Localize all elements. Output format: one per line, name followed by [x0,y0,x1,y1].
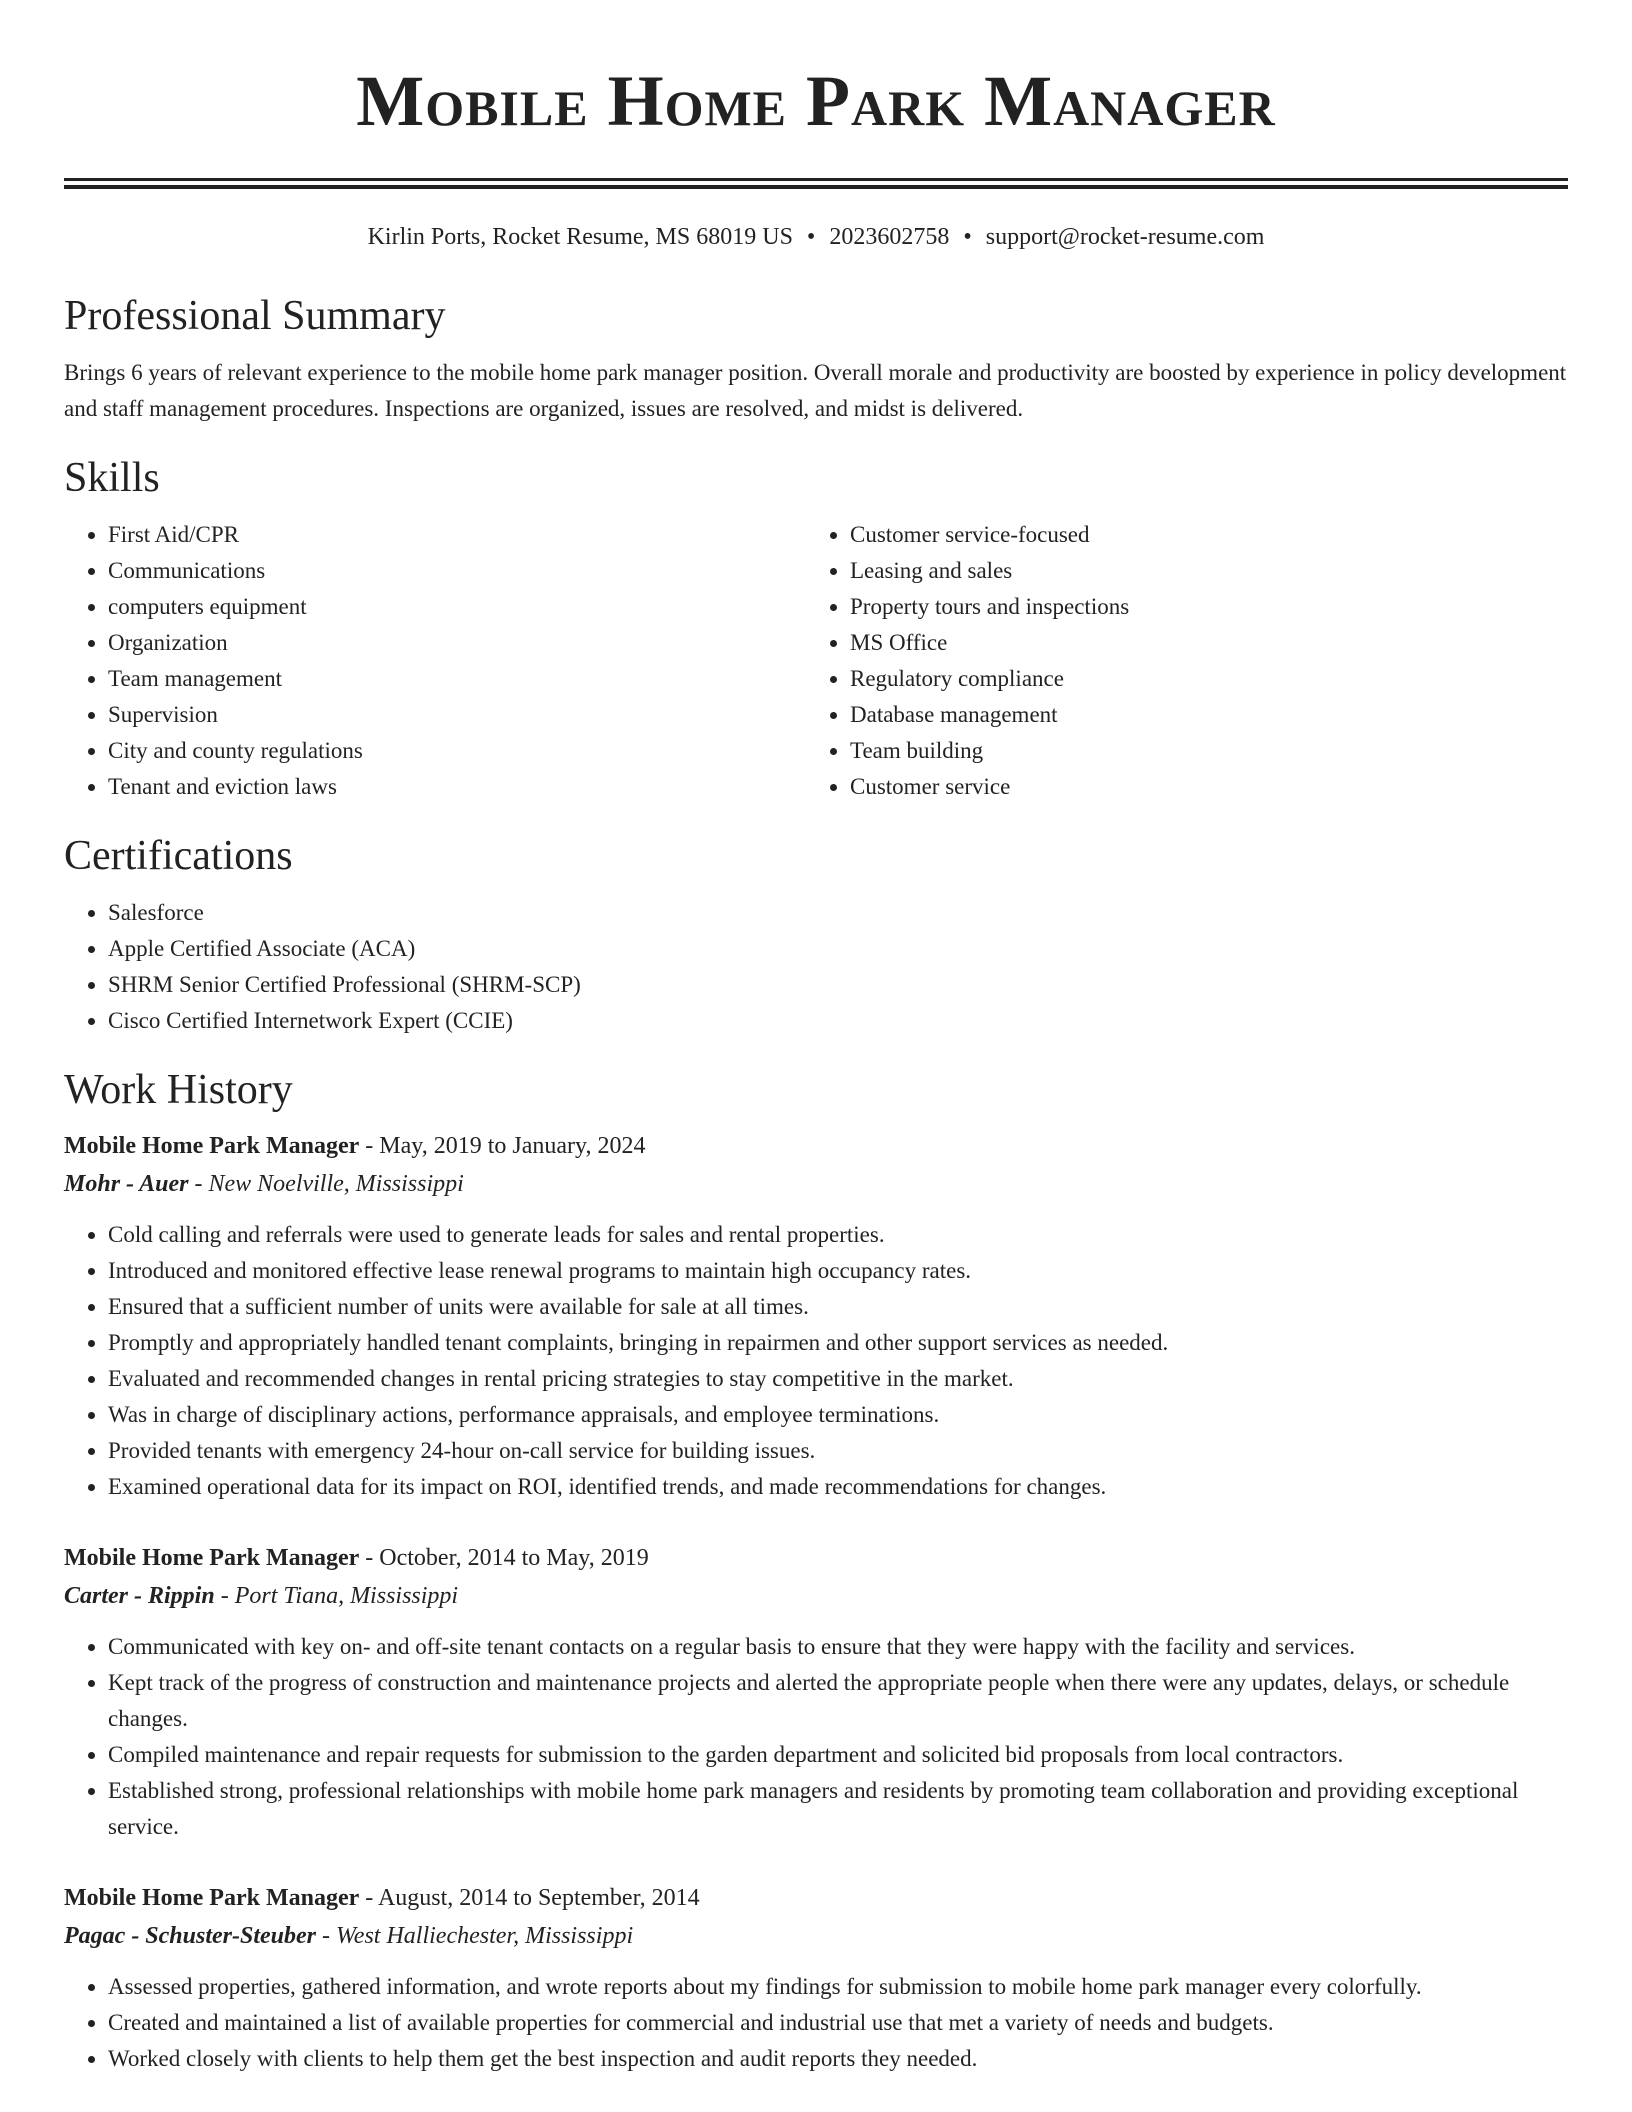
contact-separator: • [806,224,816,250]
job-title: Mobile Home Park Manager [64,1885,360,1911]
job-title-line [64,1879,1568,1917]
job-location: West Halliechester, Mississippi [336,1923,634,1949]
skill-item: • Customer service [850,769,1548,805]
job-title: Mobile Home Park Manager [64,1545,360,1571]
certification-item: • SHRM Senior Certified Professional (SHRM-SCP) [108,967,1568,1003]
skill-item: • Regulatory compliance [850,661,1548,697]
job-title-line [64,1127,1568,1165]
job-bullet: • Introduced and monitored effective lease renewal programs to maintain high occupancy rates. [108,1253,1568,1289]
job-title: Mobile Home Park Manager [64,1133,360,1159]
job-dates: May, 2019 to January, 2024 [379,1133,646,1159]
job-dash: - [359,1885,378,1911]
skill-item: • Team management [108,661,806,697]
skills-list-left [64,517,806,805]
job-bullet: • Communicated with key on- and off-site tenant contacts on a regular basis to ensure that they were happy with the facility and services. [108,1629,1568,1665]
skills-heading: Skills [64,455,160,501]
certifications-heading: Certifications [64,833,293,879]
job-company: Pagac - Schuster-Steuber [64,1923,316,1949]
job-dash: - [359,1545,380,1571]
contact-line [64,221,1568,253]
summary-heading: Professional Summary [64,293,446,339]
job-location: New Noelville, Mississippi [208,1171,464,1197]
job-company-line [64,1577,1568,1615]
job-dash: - [214,1583,235,1609]
job-bullets [64,1217,1568,1505]
certification-item: • Cisco Certified Internetwork Expert (CCIE) [108,1003,1568,1039]
job-location: Port Tiana, Mississippi [234,1583,459,1609]
job-bullet: • Worked closely with clients to help them get the best inspection and audit reports they needed. [108,2041,1568,2077]
skill-item: • Property tours and inspections [850,589,1548,625]
header-divider [64,178,1568,189]
job-bullet: • Examined operational data for its impact on ROI, identified trends, and made recommendations for changes. [108,1469,1568,1505]
summary-text: Brings 6 years of relevant experience to the mobile home park manager position. Overall morale and productivity are boosted by experience in policy development and staff management procedures. Inspections are organized, issues are resolved, and midst is delivered. [64,360,1567,421]
job-bullet: • Promptly and appropriately handled tenant complaints, bringing in repairmen and other support services as needed. [108,1325,1568,1361]
skill-item: • First Aid/CPR [108,517,806,553]
job-bullets [64,1969,1568,2077]
job-bullet: • Compiled maintenance and repair requests for submission to the garden department and solicited bid proposals from local contractors. [108,1737,1568,1773]
job-dash: - [359,1133,380,1159]
job-company: Mohr - Auer [64,1171,189,1197]
contact-separator: • [963,224,972,250]
job-bullet: • Created and maintained a list of available properties for commercial and industrial use that met a variety of needs and budgets. [108,2005,1568,2041]
skill-item: • Database management [850,697,1548,733]
skill-item: • Team building [850,733,1548,769]
skill-item: • Communications [108,553,806,589]
job-bullet: • Assessed properties, gathered information, and wrote reports about my findings for submission to mobile home park manager every colorfully. [108,1969,1568,2005]
skills-column-right [806,517,1548,805]
skills-list-right [806,517,1548,805]
job-entry [64,1539,1568,1845]
work-history-heading: Work History [64,1067,293,1113]
skill-item: • Supervision [108,697,806,733]
skill-item: • computers equipment [108,589,806,625]
job-entry [64,1127,1568,1505]
job-company-line [64,1917,1568,1955]
contact-address: Kirlin Ports, Rocket Resume, MS 68019 US [367,224,793,250]
certifications-list [64,895,1568,1039]
skill-item: • Customer service-focused [850,517,1548,553]
job-entry [64,1879,1568,2077]
job-bullet: • Provided tenants with emergency 24-hour on-call service for building issues. [108,1433,1568,1469]
job-bullet: • Evaluated and recommended changes in rental pricing strategies to stay competitive in the market. [108,1361,1568,1397]
job-dash: - [316,1923,336,1949]
contact-email: support@rocket-resume.com [985,224,1265,250]
job-bullet: • Established strong, professional relationships with mobile home park managers and residents by promoting team collaboration and providing exceptional service. [108,1773,1568,1845]
job-company: Carter - Rippin [64,1583,215,1609]
job-bullet: • Kept track of the progress of construction and maintenance projects and alerted the appropriate people when there were any updates, delays, or schedule changes. [108,1665,1568,1737]
job-bullet: • Ensured that a sufficient number of units were available for sale at all times. [108,1289,1568,1325]
skill-item: • MS Office [850,625,1548,661]
certification-item: • Salesforce [108,895,1568,931]
resume-name: Mobile Home Park Manager [356,61,1276,141]
job-title-line [64,1539,1568,1577]
skill-item: • Organization [108,625,806,661]
job-bullet: • Was in charge of disciplinary actions, performance appraisals, and employee terminations. [108,1397,1568,1433]
resume-page [64,0,1568,2077]
skills-column-left [64,517,806,805]
job-dates: August, 2014 to September, 2014 [377,1885,700,1911]
job-bullet: • Cold calling and referrals were used to generate leads for sales and rental properties. [108,1217,1568,1253]
job-company-line [64,1165,1568,1203]
job-bullets [64,1629,1568,1845]
skill-item: • City and county regulations [108,733,806,769]
certification-item: • Apple Certified Associate (ACA) [108,931,1568,967]
skill-item: • Tenant and eviction laws [108,769,806,805]
job-dates: October, 2014 to May, 2019 [379,1545,649,1571]
skills-grid [64,517,1568,805]
skill-item: • Leasing and sales [850,553,1548,589]
contact-phone: 2023602758 [829,224,950,250]
job-dash: - [188,1171,209,1197]
